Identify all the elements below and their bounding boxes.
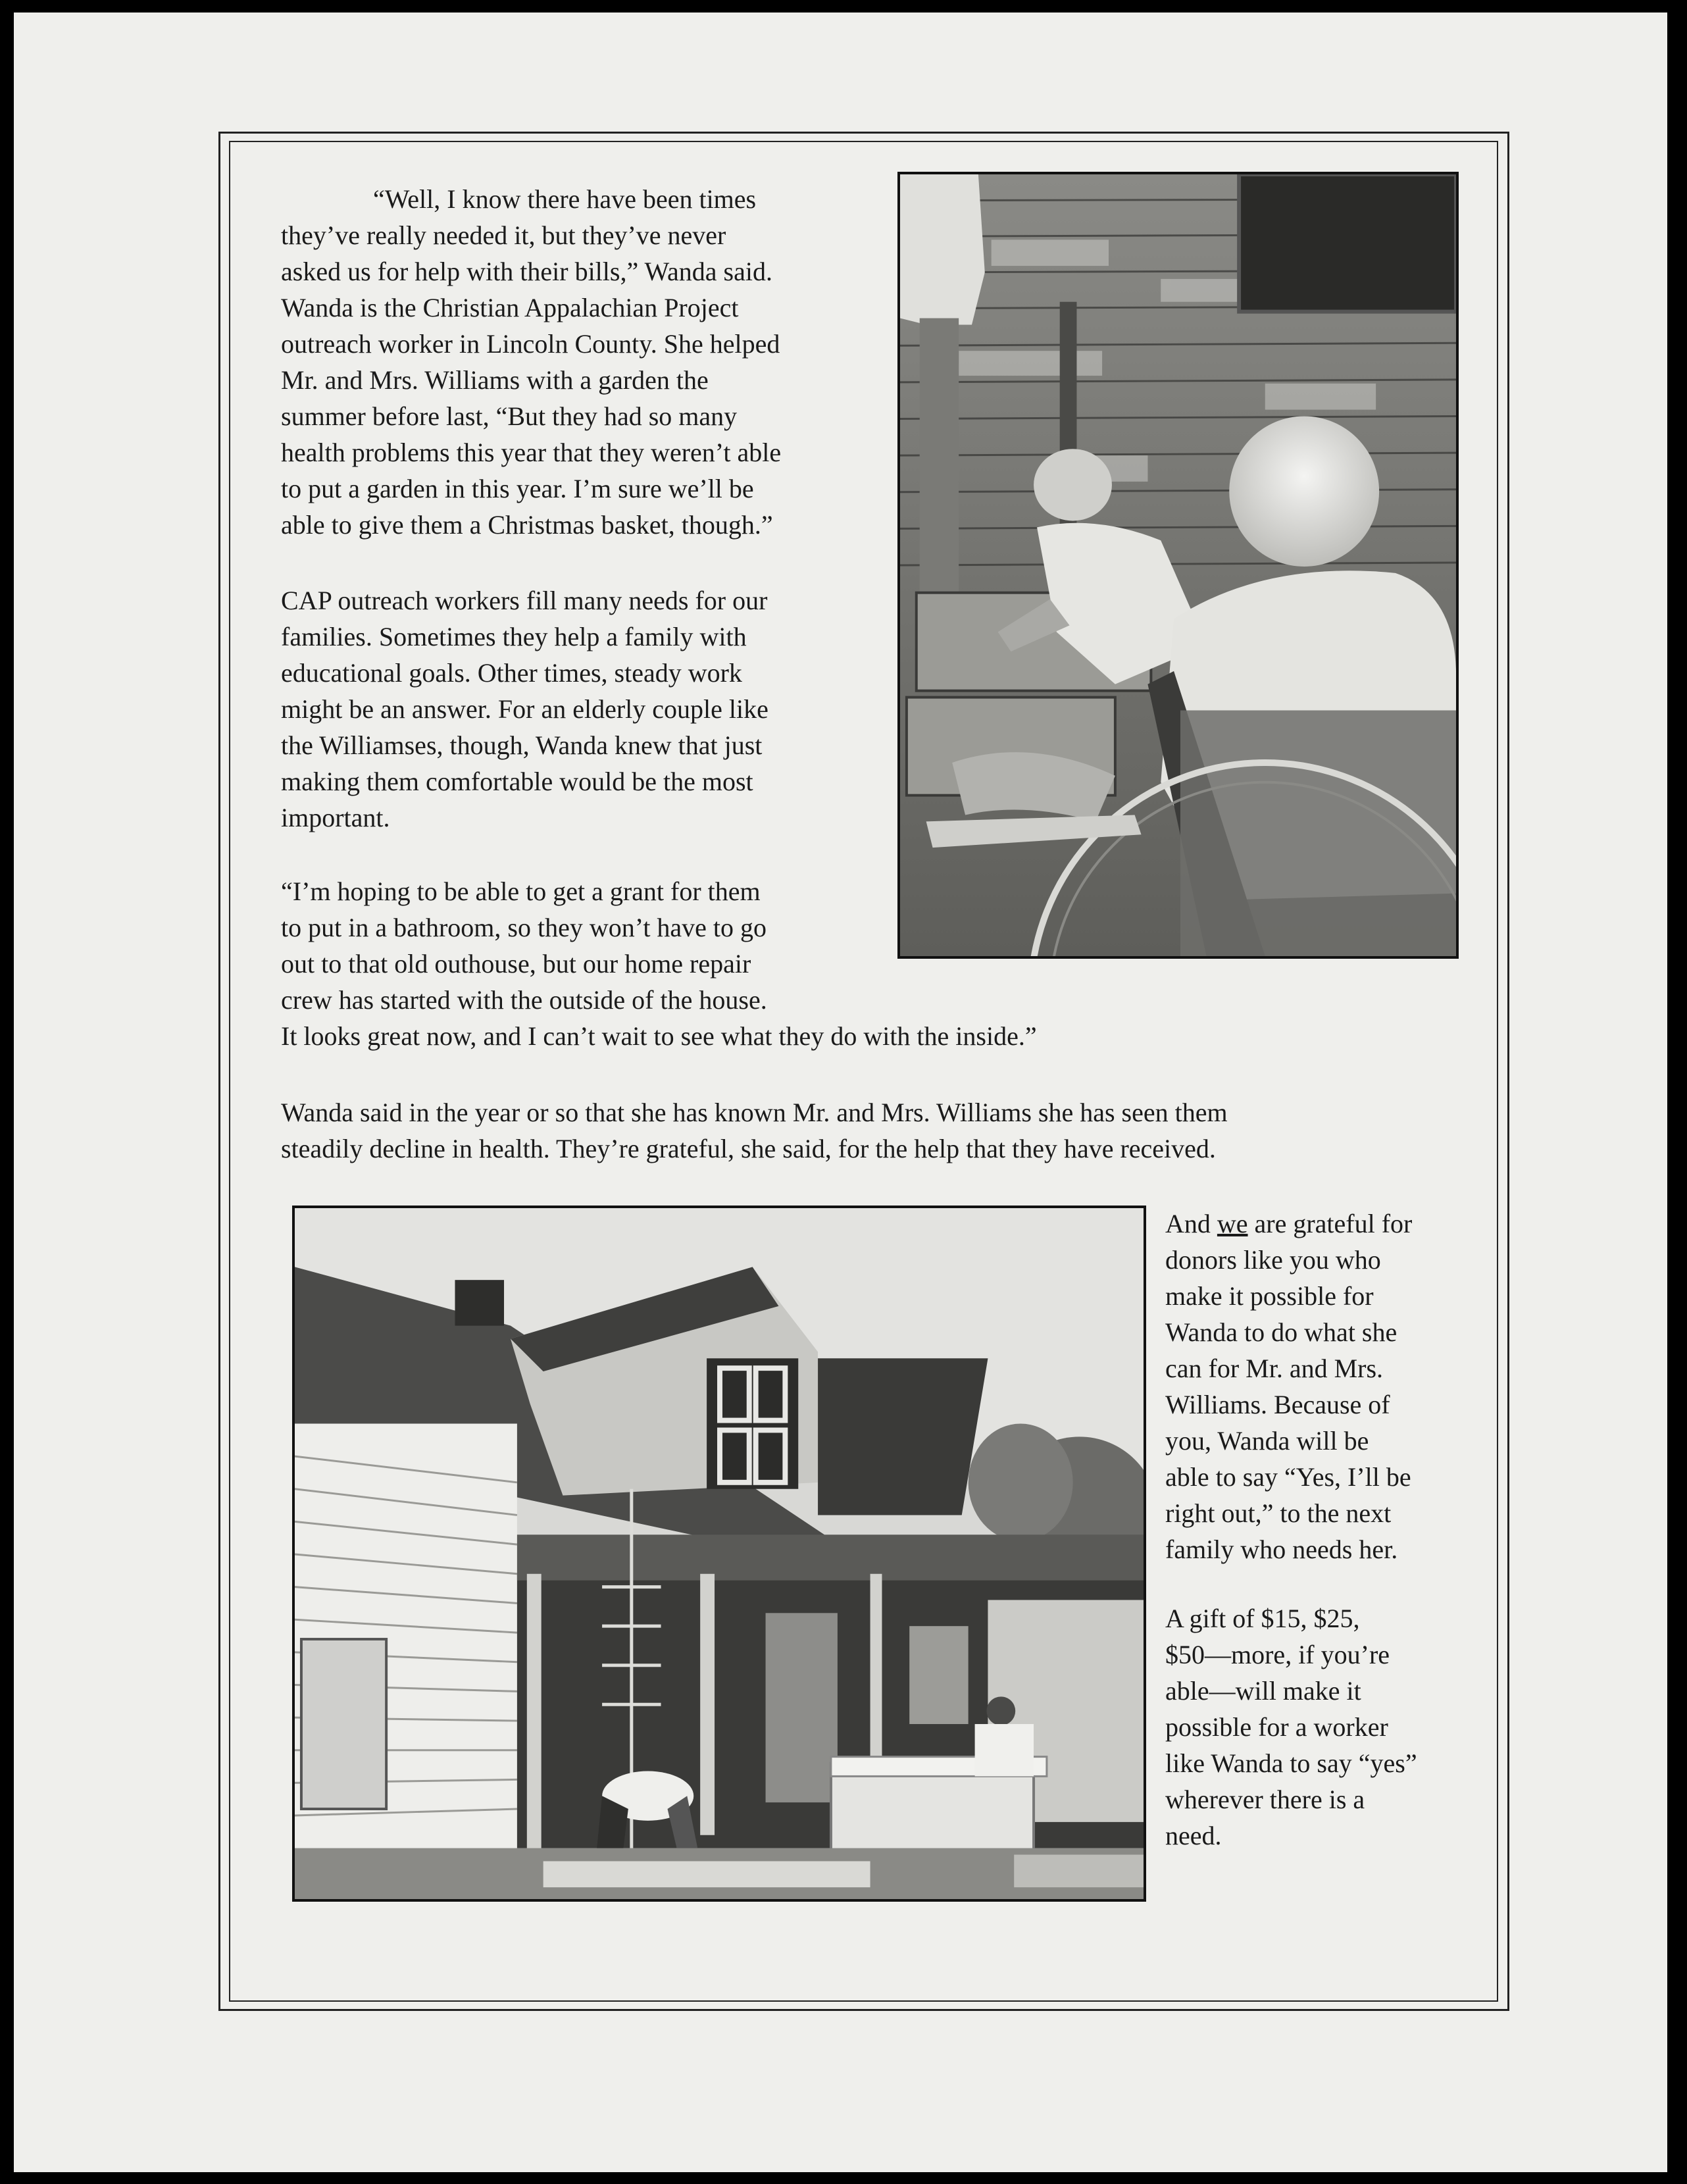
text-line: to put a garden in this year. I’m sure we’ll be: [281, 474, 754, 503]
text-line: right out,” to the next: [1165, 1498, 1392, 1528]
text-line: make it possible for: [1165, 1281, 1374, 1311]
text-line: might be an answer. For an elderly couple like: [281, 694, 768, 724]
text-line: Wanda is the Christian Appalachian Project: [281, 293, 739, 322]
text-line: Mr. and Mrs. Williams with a garden the: [281, 365, 709, 395]
text-line: able to say “Yes, I’ll be: [1165, 1462, 1411, 1492]
men-repairing-house-photo: [897, 172, 1459, 959]
text-line: family who needs her.: [1165, 1535, 1398, 1564]
text-line: $50—more, if you’re: [1165, 1640, 1390, 1669]
emphasis-we: we: [1217, 1209, 1248, 1238]
text-line: outreach worker in Lincoln County. She helped: [281, 329, 780, 359]
text-line: able to give them a Christmas basket, though.”: [281, 510, 773, 540]
text-line: out to that old outhouse, but our home repair: [281, 949, 751, 978]
text-line: like Wanda to say “yes”: [1165, 1748, 1417, 1778]
text-line: can for Mr. and Mrs.: [1165, 1354, 1384, 1383]
text-line: Williams. Because of: [1165, 1390, 1390, 1419]
photo-illustration: [900, 174, 1456, 956]
text-line: they’ve really needed it, but they’ve never: [281, 220, 726, 250]
text-line: asked us for help with their bills,” Wanda said.: [281, 257, 772, 286]
text-line: crew has started with the outside of the house.: [281, 985, 767, 1015]
page: [14, 13, 1667, 2172]
text-line: to put in a bathroom, so they won’t have to go: [281, 913, 767, 942]
paragraph-4: [281, 1094, 1228, 1167]
text-line: Wanda to do what she: [1165, 1317, 1397, 1347]
text-line: And we are grateful for: [1165, 1209, 1413, 1238]
text-line: wherever there is a: [1165, 1785, 1365, 1814]
text-line: able—will make it: [1165, 1676, 1361, 1706]
text-line: donors like you who: [1165, 1245, 1381, 1275]
text-line: CAP outreach workers fill many needs for our: [281, 586, 768, 615]
paragraph-6: [1165, 1600, 1417, 1854]
text-line: It looks great now, and I can’t wait to see what they do with the inside.”: [281, 1021, 1037, 1051]
text-line: making them comfortable would be the most: [281, 767, 753, 796]
text-line: educational goals. Other times, steady work: [281, 658, 742, 688]
paragraph-5: [1165, 1206, 1412, 1567]
text-line: the Williamses, though, Wanda knew that just: [281, 730, 763, 760]
paragraph-2: [281, 582, 768, 836]
farmhouse-repair-photo: [292, 1206, 1146, 1902]
text-line: A gift of $15, $25,: [1165, 1604, 1360, 1633]
text-line: health problems this year that they weren’t able: [281, 438, 782, 467]
text-line: important.: [281, 803, 390, 832]
text-line: “Well, I know there have been times: [373, 184, 757, 214]
text-line: Wanda said in the year or so that she has known Mr. and Mrs. Williams she has seen them: [281, 1098, 1228, 1127]
text-line: you, Wanda will be: [1165, 1426, 1369, 1456]
text-line: “I’m hoping to be able to get a grant for them: [281, 876, 761, 906]
text-line: need.: [1165, 1821, 1222, 1850]
text-line: summer before last, “But they had so many: [281, 401, 738, 431]
text-line: possible for a worker: [1165, 1712, 1388, 1742]
paragraph-1: [281, 181, 781, 543]
text-line: families. Sometimes they help a family with: [281, 622, 747, 651]
text-line: steadily decline in health. They’re grateful, she said, for the help that they have received.: [281, 1134, 1216, 1163]
photo-illustration: [295, 1208, 1144, 1899]
